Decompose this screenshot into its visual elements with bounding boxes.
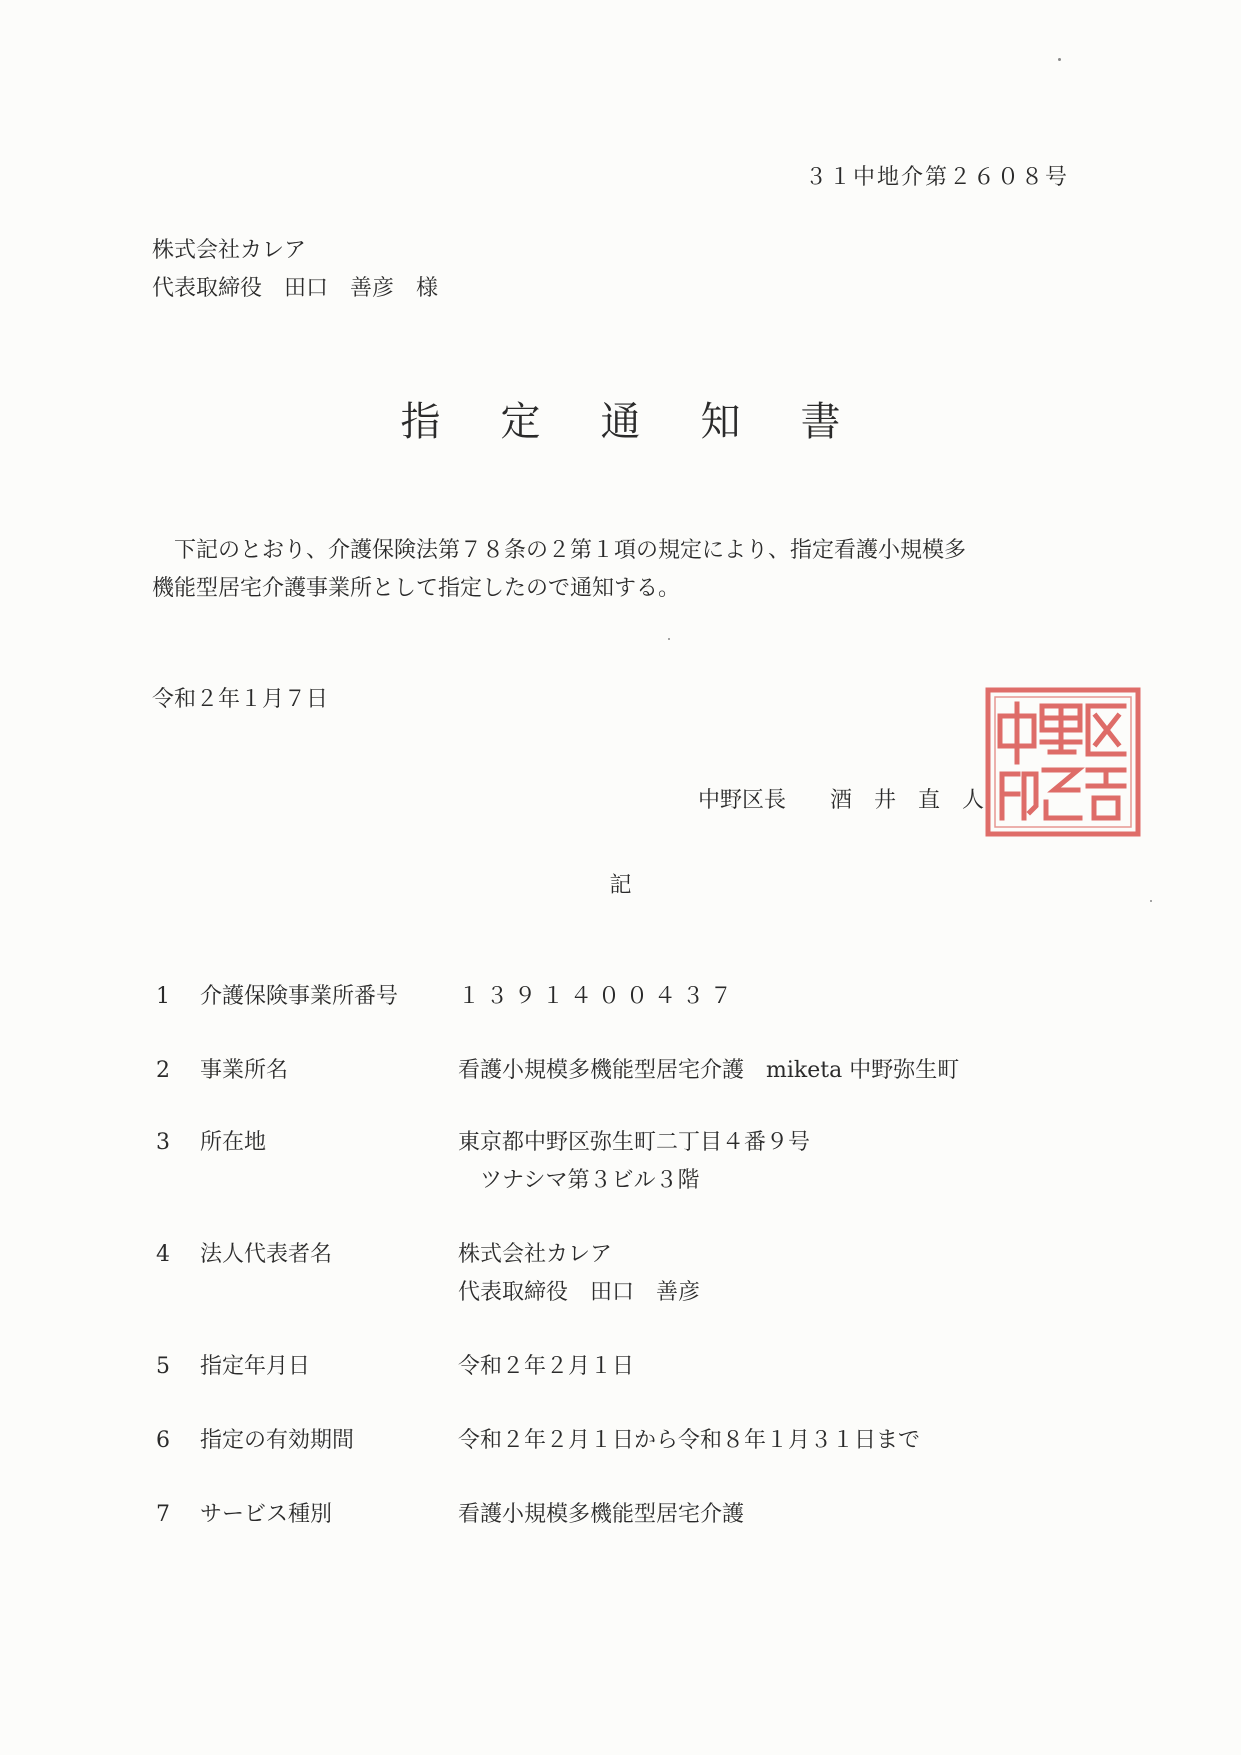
item-label: 介護保険事業所番号 — [200, 984, 399, 1009]
body-text — [152, 532, 1082, 608]
item-number: 7 — [156, 1502, 170, 1527]
signer-block — [670, 758, 984, 839]
signer-name: 酒 井 直 人 — [830, 788, 985, 813]
body-line-1: 下記のとおり、介護保険法第７８条の２第１項の規定により、指定看護小規模多 — [174, 538, 967, 563]
item-number: 6 — [156, 1428, 170, 1453]
item-number: 4 — [156, 1242, 170, 1267]
item-number: 3 — [156, 1130, 170, 1155]
document-number: ３１中地介第２６０８号 — [804, 165, 1069, 190]
item-label: 指定年月日 — [200, 1354, 311, 1379]
item-value: 株式会社カレア — [458, 1242, 613, 1267]
item-label: 指定の有効期間 — [200, 1428, 355, 1453]
item-number: 5 — [156, 1354, 170, 1379]
seal-graphic — [984, 686, 1142, 838]
official-seal — [984, 686, 1142, 838]
scan-speck — [1150, 900, 1152, 902]
issue-date: 令和２年１月７日 — [152, 687, 329, 712]
item-value: 東京都中野区弥生町二丁目４番９号 — [458, 1130, 811, 1155]
item-label: 事業所名 — [200, 1058, 289, 1083]
body-line-2: 機能型居宅介護事業所として指定したので通知する。 — [152, 576, 681, 601]
addressee-person: 代表取締役 田口 善彦 様 — [152, 276, 439, 301]
addressee-block — [152, 232, 438, 308]
signer-title: 中野区長 — [697, 788, 786, 813]
item-value-line-2: ツナシマ第３ビル３階 — [458, 1168, 700, 1193]
document-title: 指定通知書 — [400, 399, 901, 445]
item-value-line-2: 代表取締役 田口 善彦 — [458, 1280, 701, 1305]
ki-label: 記 — [609, 873, 632, 898]
item-label: 法人代表者名 — [200, 1242, 333, 1267]
scan-speck — [668, 638, 670, 640]
scan-speck — [1058, 58, 1061, 61]
item-label: 所在地 — [200, 1130, 267, 1155]
item-number: 2 — [156, 1058, 170, 1083]
item-value: 看護小規模多機能型居宅介護 miketa 中野弥生町 — [458, 1058, 960, 1083]
item-value: 令和２年２月１日から令和８年１月３１日まで — [458, 1428, 921, 1453]
item-label: サービス種別 — [200, 1502, 333, 1527]
item-value: １３９１４００４３７ — [458, 984, 739, 1009]
item-value: 令和２年２月１日 — [458, 1354, 635, 1379]
item-value: 看護小規模多機能型居宅介護 — [458, 1502, 745, 1527]
addressee-company: 株式会社カレア — [152, 238, 307, 263]
item-number: 1 — [156, 984, 170, 1009]
